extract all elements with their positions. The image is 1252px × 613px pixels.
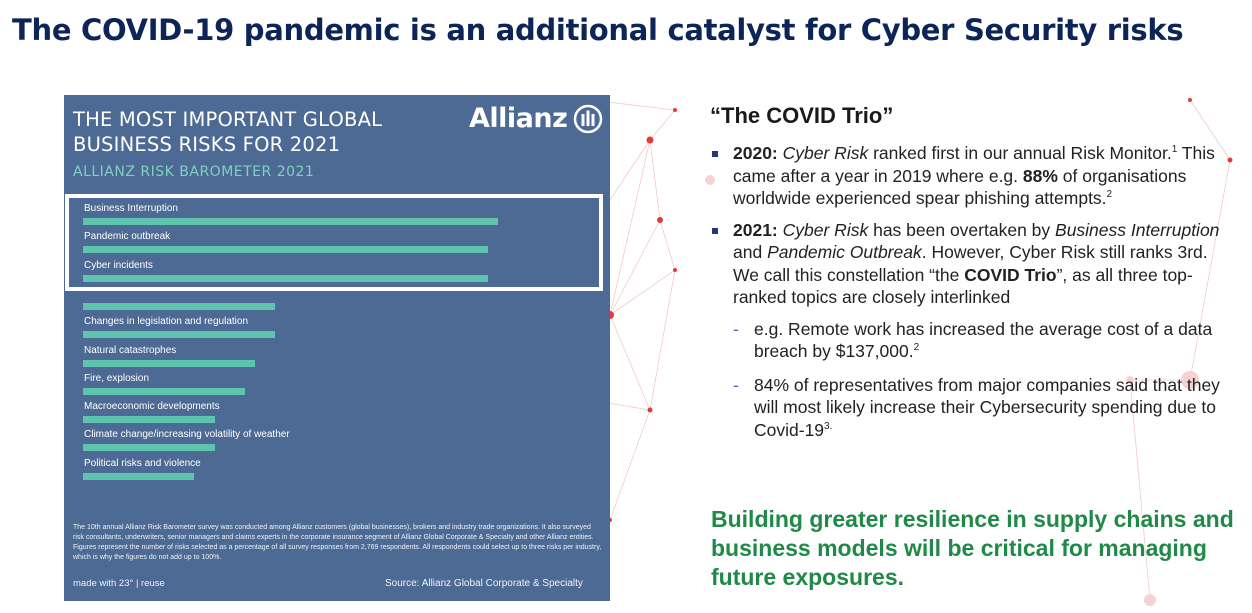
- bar-label: Political risks and violence: [84, 457, 201, 469]
- bar-label: Natural catastrophes: [84, 344, 177, 356]
- bar: [83, 303, 275, 310]
- bar-label: Fire, explosion: [84, 372, 150, 384]
- bullet-2020-text1: ranked first in our annual Risk Monitor.: [868, 143, 1172, 163]
- covid-trio-heading: “The COVID Trio”: [710, 103, 894, 128]
- made-with-reuse: made with 23° | reuse: [73, 578, 165, 589]
- bullet-2020-percent: 88%: [1022, 165, 1058, 186]
- infographic-subtitle: ALLIANZ RISK BAROMETER 2021: [73, 164, 315, 180]
- bar: [83, 360, 255, 367]
- infographic-title-line1: THE MOST IMPORTANT GLOBAL: [73, 108, 383, 131]
- bar-label: Climate change/increasing volatility of weather: [84, 429, 290, 441]
- bullet-2021-pandemic-outbreak: Pandemic Outbreak: [767, 242, 922, 262]
- bar-label: Cyber incidents: [84, 259, 153, 271]
- footnote-ref-1: 1: [1171, 144, 1178, 156]
- bullet-2020-year: 2020:: [733, 143, 778, 163]
- bar-label: Macroeconomic developments: [84, 401, 220, 413]
- dash-icon: -: [733, 318, 739, 339]
- footnote-ref-2b: 2: [913, 342, 920, 354]
- bullet-square-icon: [712, 228, 718, 234]
- bullet-square-icon: [712, 151, 718, 157]
- bar: [83, 388, 245, 395]
- page-title: The COVID-19 pandemic is an additional catalyst for Cyber Security risks: [12, 13, 1184, 47]
- bullet-2021-text2: . However, Cyber Risk still ranks 3rd. We call this constellation “the: [733, 242, 1208, 285]
- conclusion-statement: Building greater resilience in supply chains and business models will be critical for managing future exposures.: [711, 506, 1234, 590]
- bullet-2021-business-interruption: Business Interruption: [1055, 219, 1220, 240]
- allianz-logo-text: Allianz: [469, 103, 568, 134]
- bar-label: Changes in legislation and regulation: [84, 316, 249, 328]
- dash-icon: -: [733, 374, 739, 395]
- sub-bullet-spending-text: 84% of representatives from major companies said that they will most likely increase their Cybersecurity spending due to Covid-19: [754, 374, 1220, 440]
- bullet-2021-text1: has been overtaken by: [868, 219, 1056, 240]
- bullet-2020-text3: of organisations worldwide experienced spear phishing attempts.: [733, 165, 1187, 208]
- bullet-2021-risk: Cyber Risk: [782, 219, 869, 240]
- bar-label: Business Interruption: [84, 203, 178, 214]
- bullet-2021-year: 2021:: [733, 219, 778, 240]
- infographic-footnote: The 10th annual Allianz Risk Barometer survey was conducted among Allianz customers (global businesses), brokers and industry trade organizations. It also surveyed risk consultants, underwriters, senior managers and claims experts in the corporate insurance segment of Allianz Global Corporate & Specialty and other Allianz entities. Figures represent the number of risks selected as a percentage of all survey responses from 2,769 respondents. All respondents could select up to three risks per industry, which is why the figures do not add up to 100%.: [73, 524, 602, 561]
- bullet-2020: [706, 142, 1236, 210]
- sub-bullet-remote-work: [706, 318, 1236, 363]
- top-three-highlight-box: [65, 194, 603, 291]
- allianz-risk-infographic: [64, 95, 610, 601]
- sub-bullet-remote-work-text: e.g. Remote work has increased the average cost of a data breach by $137,000.: [754, 318, 1213, 361]
- sub-bullet-spending: [706, 374, 1236, 442]
- bar: [83, 331, 275, 338]
- infographic-title-line2: BUSINESS RISKS FOR 2021: [73, 133, 341, 156]
- bar-label: Pandemic outbreak: [84, 231, 171, 243]
- bar: [83, 473, 194, 480]
- footnote-ref-2: 2: [1106, 189, 1113, 201]
- bullet-2021-and: and: [733, 242, 768, 262]
- bullet-2020-text2: This came after a year in 2019 where e.g.: [733, 143, 1215, 186]
- source-credit: Source: Allianz Global Corporate & Specialty: [385, 578, 583, 589]
- bullet-2021-covid-trio: COVID Trio: [964, 264, 1057, 285]
- bullet-2020-risk: Cyber Risk: [782, 143, 869, 163]
- covid-trio-panel: [706, 103, 1236, 452]
- bar: [83, 444, 215, 451]
- bullet-2021-text3: ”, as all three top-ranked topics are closely interlinked: [733, 264, 1193, 307]
- bar: [83, 416, 215, 423]
- footnote-ref-3: 3.: [824, 420, 833, 432]
- bullet-2021: [706, 219, 1236, 309]
